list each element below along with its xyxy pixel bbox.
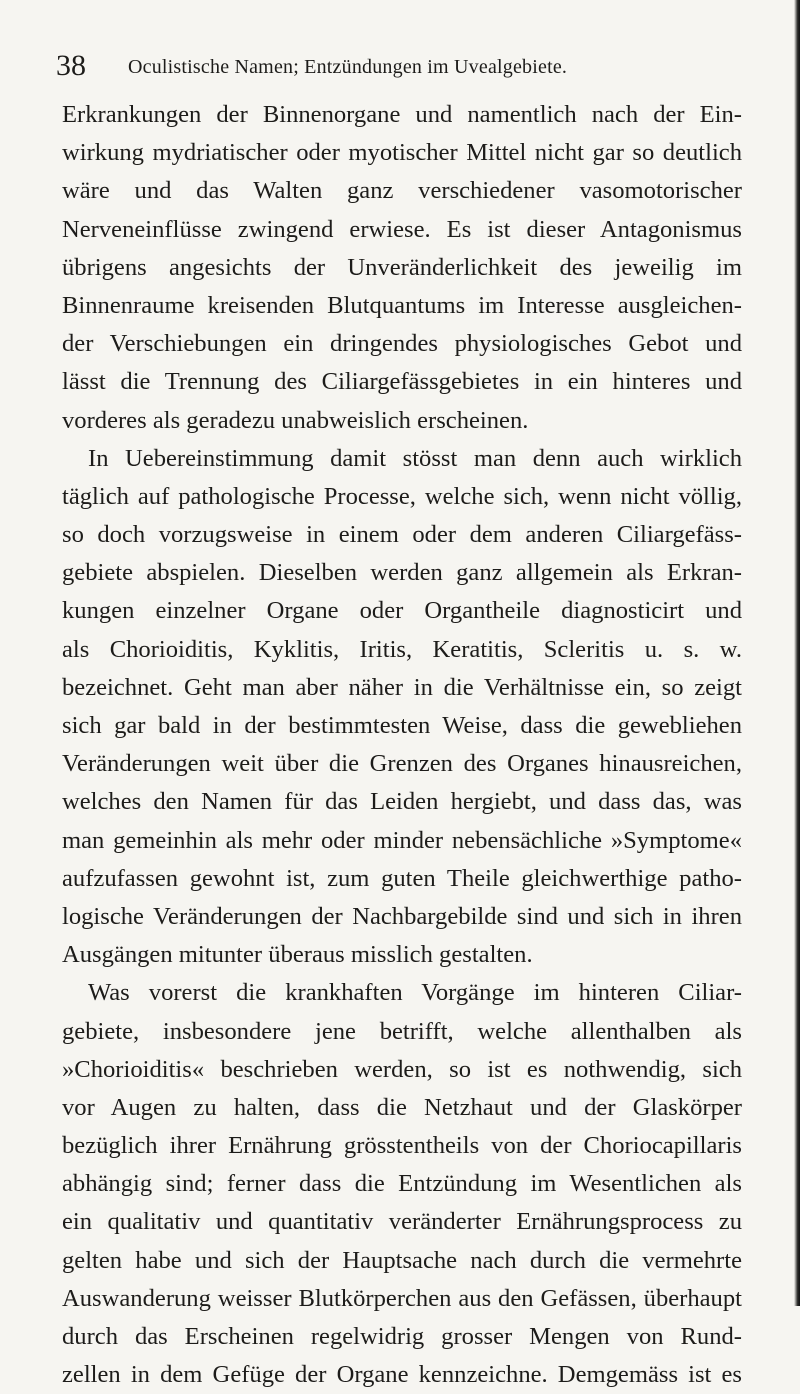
text-line: logische Veränderungen der Nachbargebilde sind und sich in ihren: [62, 902, 742, 930]
running-title: Oculistische Namen; Entzündungen im Uvealgebiete.: [128, 56, 568, 78]
text-line: Erkrankungen der Binnenorgane und namentlich nach der Ein-: [62, 101, 742, 128]
text-line: Was vorerst die krankhaften Vorgänge im hinteren Ciliar-: [88, 979, 742, 1007]
text-line: der Verschiebungen ein dringendes physiologisches Gebot und: [62, 330, 742, 358]
text-line: welches den Namen für das Leiden hergiebt, und dass das, was: [62, 788, 742, 816]
text-line: durch das Erscheinen regelwidrig grosser Mengen von Rund-: [62, 1323, 742, 1350]
text-line: gebiete, insbesondere jene betrifft, welche allenthalben als: [62, 1017, 742, 1045]
page-number: 38: [56, 49, 86, 82]
text-line: als Chorioiditis, Kyklitis, Iritis, Keratitis, Scleritis u. s. w.: [62, 635, 742, 663]
text-line: bezüglich ihrer Ernährung grösstentheils von der Choriocapillaris: [62, 1132, 742, 1160]
text-line: so doch vorzugsweise in einem oder dem anderen Ciliargefäss-: [62, 521, 742, 549]
running-head: [56, 46, 746, 86]
text-line: ein qualitativ und quantitativ veränderter Ernährungsprocess zu: [62, 1208, 742, 1236]
body-text: [62, 96, 742, 1394]
text-line: Ausgängen mitunter überaus misslich gestalten.: [62, 941, 533, 969]
text-line: lässt die Trennung des Ciliargefässgebietes in ein hinteres und: [62, 368, 742, 396]
text-line: sich gar bald in der bestimmtesten Weise, dass die gewebliehen: [62, 712, 742, 739]
text-line: aufzufassen gewohnt ist, zum guten Theile gleichwerthige patho-: [62, 864, 742, 892]
text-line: wirkung mydriatischer oder myotischer Mittel nicht gar so deutlich: [62, 139, 742, 167]
text-line: In Uebereinstimmung damit stösst man denn auch wirklich: [88, 444, 742, 472]
text-line: wäre und das Walten ganz verschiedener vasomotorischer: [62, 177, 742, 205]
text-line: Veränderungen weit über die Grenzen des Organes hinausreichen,: [62, 750, 742, 778]
text-line: abhängig sind; ferner dass die Entzündung im Wesentlichen als: [62, 1170, 742, 1198]
text-line: gebiete abspielen. Dieselben werden ganz allgemein als Erkran-: [62, 559, 742, 587]
text-line: bezeichnet. Geht man aber näher in die Verhältnisse ein, so zeigt: [62, 673, 742, 701]
text-line: man gemeinhin als mehr oder minder nebensächliche »Symptome«: [62, 826, 742, 854]
text-line: gelten habe und sich der Hauptsache nach durch die vermehrte: [62, 1246, 742, 1274]
text-line: übrigens angesichts der Unveränderlichkeit des jeweilig im: [62, 253, 742, 281]
text-line: vorderes als geradezu unabweislich erscheinen.: [62, 406, 529, 434]
text-line: Auswanderung weisser Blutkörperchen aus den Gefässen, überhaupt: [62, 1284, 742, 1312]
text-line: Binnenraume kreisenden Blutquantums im Interesse ausgleichen-: [62, 291, 742, 319]
page-edge-shadow: [794, 0, 800, 1306]
text-line: kungen einzelner Organe oder Organtheile diagnosticirt und: [62, 597, 742, 625]
text-line: Nerveneinflüsse zwingend erwiese. Es ist dieser Antagonismus: [62, 215, 742, 243]
text-line: vor Augen zu halten, dass die Netzhaut und der Glaskörper: [62, 1093, 742, 1121]
text-line: »Chorioiditis« beschrieben werden, so ist es nothwendig, sich: [62, 1055, 742, 1083]
text-line: täglich auf pathologische Processe, welche sich, wenn nicht völlig,: [62, 482, 742, 510]
text-line: zellen in dem Gefüge der Organe kennzeichne. Demgemäss ist es: [62, 1361, 742, 1389]
